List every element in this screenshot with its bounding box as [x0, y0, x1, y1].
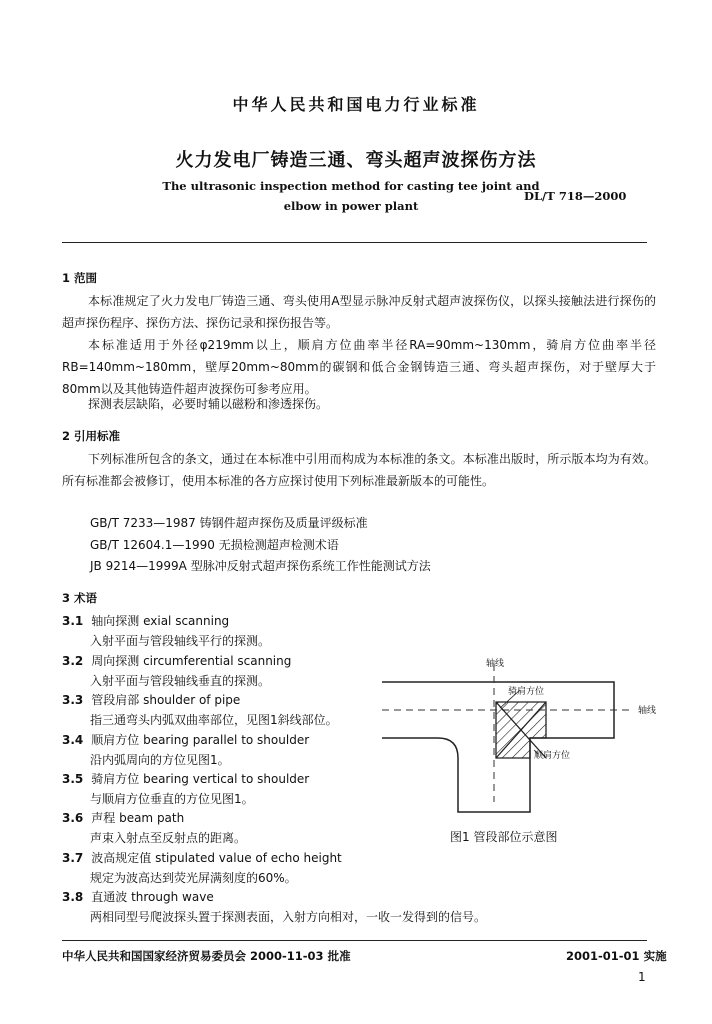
reference-item: GB/T 12604.1—1990 无损检测超声检测术语	[90, 538, 339, 552]
section-1-heading: 1 范围	[62, 271, 98, 285]
term-number: 3.4	[62, 733, 84, 747]
term-title: 直通波 through wave	[91, 890, 214, 904]
section-1-paragraph-2: 本标准适用于外径φ219mm以上，顺肩方位曲率半径RA=90mm~130mm，骑肩方位曲率半径RB=140mm~180mm，壁厚20mm~80mm的碳钢和低合金钢铸造三通、弯头超声探伤，对于壁厚大于80mm以及其他铸造件超声波探伤可参考应用。	[62, 338, 656, 396]
term-definition: 沿内弧周向的方位见图1。	[90, 753, 230, 767]
term-heading	[62, 612, 229, 629]
term-title: 声程 beam path	[91, 811, 185, 825]
term-definition: 两相同型号爬波探头置于探测表面，入射方向相对，一收一发得到的信号。	[90, 910, 487, 924]
label-axis-horizontal: 轴线	[638, 706, 657, 716]
term-definition: 规定为波高达到荧光屏满刻度的60%。	[90, 871, 297, 885]
document-title-cn: 火力发电厂铸造三通、弯头超声波探伤方法	[175, 150, 537, 171]
term-number: 3.6	[62, 811, 84, 825]
footer-divider	[62, 940, 647, 941]
term-number: 3.8	[62, 890, 84, 904]
term-number: 3.5	[62, 772, 84, 786]
term-heading	[62, 888, 214, 905]
term-number: 3.2	[62, 654, 84, 668]
issuer-approval: 中华人民共和国国家经济贸易委员会 2000-11-03 批准	[62, 949, 351, 963]
term-heading	[62, 652, 291, 669]
term-number: 3.1	[62, 614, 84, 628]
document-title-en-line1: The ultrasonic inspection method for casting tee joint and	[162, 179, 540, 193]
section-2-heading: 2 引用标准	[62, 429, 121, 443]
section-3-heading: 3 术语	[62, 591, 98, 605]
term-definition: 指三通弯头内弧双曲率部位，见图1斜线部位。	[90, 713, 338, 727]
section-1-paragraph-3: 探测表层缺陷，必要时辅以磁粉和渗透探伤。	[88, 397, 329, 411]
term-definition: 入射平面与管段轴线平行的探测。	[90, 634, 271, 648]
term-heading	[62, 731, 309, 748]
effective-date: 2001-01-01 实施	[566, 949, 667, 963]
label-axis-vertical: 轴线	[486, 659, 505, 669]
label-parallel-bearing: 顺肩方位	[534, 751, 571, 761]
term-number: 3.3	[62, 693, 84, 707]
term-definition: 与顺肩方位垂直的方位见图1。	[90, 792, 254, 806]
term-heading	[62, 849, 342, 866]
reference-item: JB 9214—1999A 型脉冲反射式超声探伤系统工作性能测试方法	[90, 559, 431, 573]
term-title: 骑肩方位 bearing vertical to shoulder	[91, 772, 310, 786]
term-title: 轴向探测 exial scanning	[91, 614, 230, 628]
term-heading	[62, 770, 309, 787]
header-divider	[62, 242, 647, 243]
standard-number: DL/T 718—2000	[524, 189, 627, 203]
standard-type: 中华人民共和国电力行业标准	[232, 95, 480, 114]
section-2-paragraph-1: 下列标准所包含的条文，通过在本标准中引用而构成为本标准的条文。本标准出版时，所示版本均为有效。所有标准都会被修订，使用本标准的各方应探讨使用下列标准最新版本的可能性。	[62, 452, 656, 488]
reference-item: GB/T 7233—1987 铸钢件超声探伤及质量评级标准	[90, 516, 368, 530]
term-title: 波高规定值 stipulated value of echo height	[91, 851, 342, 865]
term-definition: 入射平面与管段轴线垂直的探测。	[90, 674, 271, 688]
section-1-paragraph-1: 本标准规定了火力发电厂铸造三通、弯头使用A型显示脉冲反射式超声波探伤仪，以探头接触法进行探伤的超声探伤程序、探伤方法、探伤记录和探伤报告等。	[62, 294, 656, 330]
label-vertical-bearing: 骑肩方位	[508, 687, 545, 697]
term-heading	[62, 809, 184, 826]
figure-1-caption: 图1 管段部位示意图	[450, 830, 558, 844]
term-definition: 声束入射点至反射点的距离。	[90, 831, 247, 845]
figure-1-tee-diagram	[382, 650, 672, 825]
term-number: 3.7	[62, 851, 84, 865]
document-title-en-line2: elbow in power plant	[283, 199, 419, 213]
term-title: 周向探测 circumferential scanning	[91, 654, 292, 668]
page-number: 1	[638, 970, 646, 984]
term-title: 管段肩部 shoulder of pipe	[91, 693, 241, 707]
term-heading	[62, 691, 240, 708]
term-title: 顺肩方位 bearing parallel to shoulder	[91, 733, 310, 747]
